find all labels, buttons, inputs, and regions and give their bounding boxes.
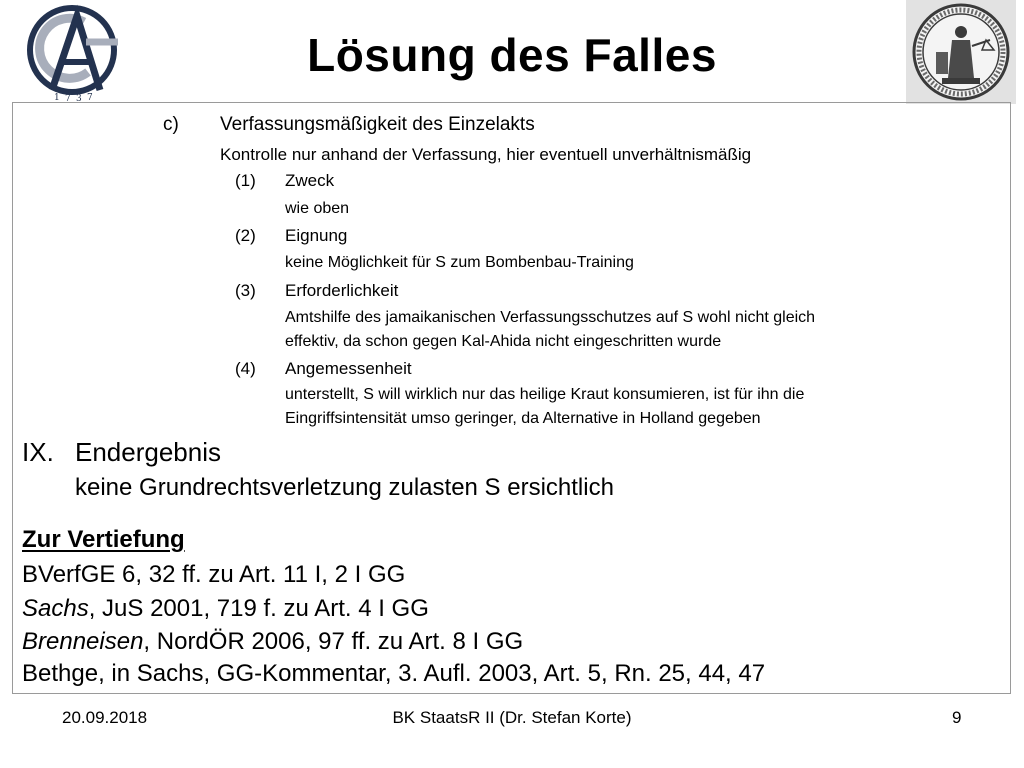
criterion-text: Eingriffsintensität umso geringer, da Alternative in Holland gegeben bbox=[285, 410, 761, 427]
section-c-note: Kontrolle nur anhand der Verfassung, hier eventuell unverhältnismäßig bbox=[220, 145, 752, 164]
criterion-marker: (1) bbox=[235, 171, 256, 190]
slide-title: Lösung des Falles bbox=[307, 29, 717, 81]
logo-year-digit: 3 bbox=[76, 94, 82, 102]
criterion-marker: (4) bbox=[235, 359, 256, 378]
criterion-text: wie oben bbox=[285, 200, 350, 217]
section-ix-marker: IX. bbox=[22, 437, 54, 467]
criterion-label: Erforderlichkeit bbox=[285, 281, 399, 300]
section-ix-heading: Endergebnis bbox=[75, 437, 221, 467]
section-ix-text: keine Grundrechtsverletzung zulasten S ersichtlich bbox=[75, 474, 614, 501]
criterion-label: Angemessenheit bbox=[285, 359, 412, 378]
criterion-text: Amtshilfe des jamaikanischen Verfassungsschutzes auf S wohl nicht gleich bbox=[285, 309, 816, 326]
logo-year-digit: 1 bbox=[54, 93, 60, 102]
reference-item: BVerfGE 6, 32 ff. zu Art. 11 I, 2 I GG bbox=[22, 561, 406, 588]
criterion-label: Eignung bbox=[285, 226, 348, 245]
footer-course: BK StaatsR II (Dr. Stefan Korte) bbox=[392, 708, 632, 727]
justitia-seal-icon bbox=[906, 0, 1016, 104]
university-monogram-icon bbox=[22, 2, 122, 102]
footer-date: 20.09.2018 bbox=[62, 708, 148, 727]
reference-item: Sachs, JuS 2001, 719 f. zu Art. 4 I GG bbox=[22, 595, 429, 622]
reference-item: Brenneisen, NordÖR 2006, 97 ff. zu Art. 8 I GG bbox=[22, 628, 524, 655]
criterion-label: Zweck bbox=[285, 171, 335, 190]
further-reading-heading: Zur Vertiefung bbox=[22, 526, 185, 553]
reference-item: Bethge, in Sachs, GG-Kommentar, 3. Aufl. 2003, Art. 5, Rn. 25, 44, 47 bbox=[22, 660, 766, 687]
criterion-marker: (2) bbox=[235, 226, 256, 245]
criterion-text: effektiv, da schon gegen Kal-Ahida nicht eingeschritten wurde bbox=[285, 333, 722, 350]
section-c-marker: c) bbox=[163, 114, 179, 135]
footer-page-number: 9 bbox=[952, 708, 962, 727]
criterion-text: unterstellt, S will wirklich nur das heilige Kraut konsumieren, ist für ihn die bbox=[285, 386, 805, 403]
logo-year-digit: 7 bbox=[87, 93, 93, 102]
section-c-heading: Verfassungsmäßigkeit des Einzelakts bbox=[220, 114, 535, 135]
logo-year-digit: 7 bbox=[65, 94, 71, 102]
criterion-marker: (3) bbox=[235, 281, 256, 300]
criterion-text: keine Möglichkeit für S zum Bombenbau-Training bbox=[285, 254, 634, 271]
